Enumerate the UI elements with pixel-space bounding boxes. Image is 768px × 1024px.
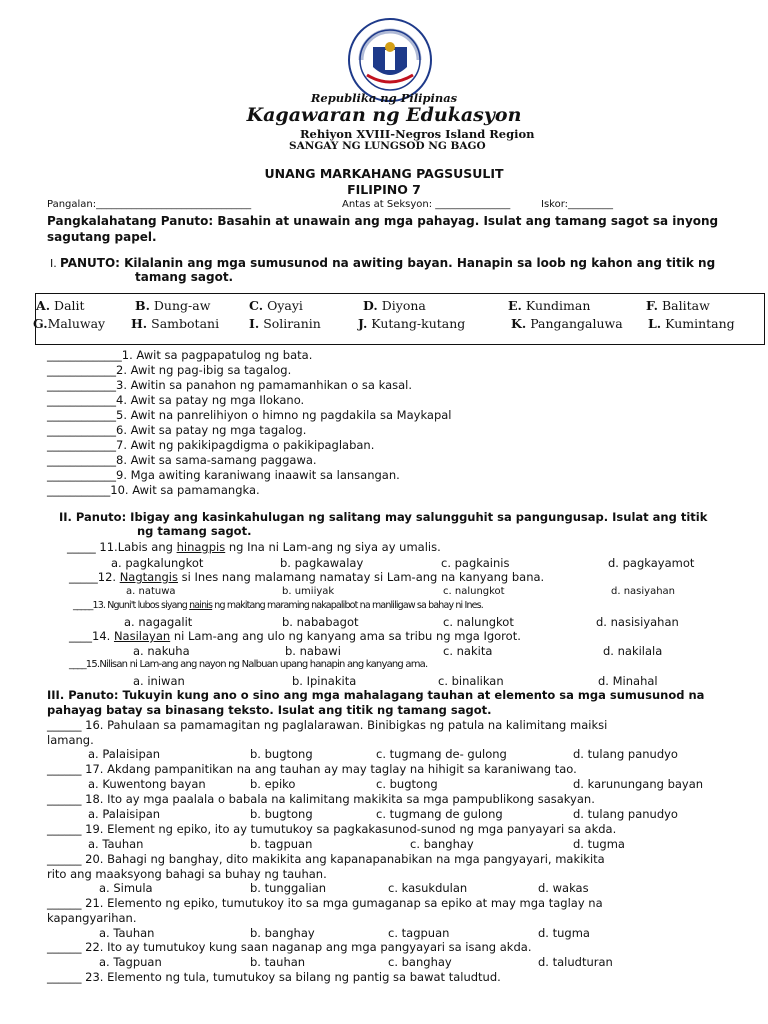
option-i: I. Soliranin: [249, 316, 321, 331]
part1-heading-line1: PANUTO: Kilalanin ang mga sumusunod na awiting bayan. Hanapin sa loob ng kahon ang titik ng: [60, 256, 716, 270]
q17-choice-d: d. karunungang bayan: [573, 777, 704, 791]
option-h: H. Sambotani: [131, 316, 220, 331]
subject-title: FILIPINO 7: [347, 182, 421, 197]
q17-choice-c: c. bugtong: [376, 777, 438, 791]
question-21-line2: kapangyarihan.: [47, 911, 137, 925]
part1-item-8: ____________8. Awit sa sama-samang paggawa.: [47, 453, 317, 467]
q19-choice-b: b. tagpuan: [250, 837, 313, 851]
q15-choice-b: b. Ipinakita: [292, 674, 357, 688]
option-d: D. Diyona: [363, 298, 426, 313]
q13-choice-b: b. nababagot: [282, 615, 359, 629]
exam-title: UNANG MARKAHANG PAGSUSULIT: [264, 166, 504, 181]
part2-heading-line1: II. Panuto: Ibigay ang kasinkahulugan ng salitang may salungguhit sa pangungusap. Isulat ang titik: [59, 510, 708, 524]
q12-choice-d: d. nasiyahan: [611, 586, 676, 597]
part1-number: I.: [50, 257, 57, 270]
q16-choice-c: c. tugmang de- gulong: [376, 747, 507, 761]
question-17: ______ 17. Akdang pampanitikan na ang tauhan ay may taglay na hihigit sa karaniwang tao.: [47, 762, 577, 776]
department-label: Kagawaran ng Edukasyon: [246, 104, 522, 126]
q19-choice-c: c. banghay: [410, 837, 474, 851]
q18-choice-a: a. Palaisipan: [88, 807, 161, 821]
q13-choice-c: c. nalungkot: [443, 615, 514, 629]
q13-choice-a: a. nagagalit: [124, 615, 193, 629]
question-16-line1: ______ 16. Pahulaan sa pamamagitan ng paglalarawan. Binibigkas ng patula na kalimitang maiksi: [47, 718, 608, 732]
question-12: _____12. Nagtangis si Ines nang malamang namatay si Lam-ang na kanyang bana.: [69, 570, 545, 584]
part1-item-6: ____________6. Awit sa patay ng mga tagalog.: [47, 423, 307, 437]
q20-choice-c: c. kasukdulan: [388, 881, 468, 895]
option-b: B. Dung-aw: [135, 298, 211, 313]
q13-choice-d: d. nasisiyahan: [596, 615, 679, 629]
q18-choice-d: d. tulang panudyo: [573, 807, 678, 821]
q15-choice-d: d. Minahal: [598, 674, 658, 688]
question-13: _____13. Nguni't lubos siyang nainis ng makitang maraming nakapalibot na manliligaw sa bahay ni Ines.: [73, 600, 483, 611]
q12-choice-c: c. nalungkot: [443, 586, 505, 597]
question-21-line1: ______ 21. Elemento ng epiko, tumutukoy ito sa mga gumaganap sa epiko at may mga taglay na: [47, 896, 603, 910]
q16-choice-d: d. tulang panudyo: [573, 747, 678, 761]
question-18: ______ 18. Ito ay mga paalala o babala na kalimitang makikita sa mga pampublikong sasakyan.: [47, 792, 595, 806]
q18-choice-b: b. bugtong: [250, 807, 313, 821]
q21-choice-a: a. Tauhan: [99, 926, 155, 940]
question-15: ____15.Nilisan ni Lam-ang ang nayon ng Nalbuan upang hanapin ang kanyang ama.: [69, 659, 428, 670]
option-f: F. Balitaw: [646, 298, 710, 313]
division-label: SANGAY NG LUNGSOD NG BAGO: [289, 140, 486, 152]
q12-choice-a: a. natuwa: [126, 586, 176, 597]
part2-heading-line2: ng tamang sagot.: [137, 524, 252, 538]
part1-heading-line2: tamang sagot.: [135, 270, 234, 284]
option-g: G.Maluway: [33, 316, 106, 331]
question-19: ______ 19. Element ng epiko, ito ay tumutukoy sa pagkakasunod-sunod ng mga panyayari sa akda.: [47, 822, 617, 836]
option-k: K. Pangangaluwa: [511, 316, 623, 331]
q20-choice-a: a. Simula: [99, 881, 153, 895]
q11-choice-a: a. pagkalungkot: [111, 556, 204, 570]
q21-choice-d: d. tugma: [538, 926, 590, 940]
q17-choice-a: a. Kuwentong bayan: [88, 777, 206, 791]
question-14: ____14. Nasilayan ni Lam-ang ang ulo ng kanyang ama sa tribu ng mga Igorot.: [69, 629, 521, 643]
q11-choice-c: c. pagkainis: [441, 556, 510, 570]
part3-heading-line2: pahayag batay sa binasang teksto. Isulat ang titik ng tamang sagot.: [47, 703, 492, 717]
q22-choice-a: a. Tagpuan: [99, 955, 162, 969]
q21-choice-c: c. tagpuan: [388, 926, 450, 940]
q16-choice-b: b. bugtong: [250, 747, 313, 761]
score-field[interactable]: Iskor:_________: [541, 199, 614, 210]
q14-choice-a: a. nakuha: [133, 644, 190, 658]
part1-item-10: ___________10. Awit sa pamamangka.: [47, 483, 260, 497]
q22-choice-d: d. taludturan: [538, 955, 613, 969]
question-16-line2: lamang.: [47, 733, 94, 747]
section-field[interactable]: Antas at Seksyon: _______________: [342, 199, 511, 210]
option-l: L. Kumintang: [648, 316, 735, 331]
option-a: A. Dalit: [36, 298, 85, 313]
region-label: Rehiyon XVIII-Negros Island Region: [300, 127, 535, 141]
q11-choice-b: b. pagkawalay: [280, 556, 364, 570]
part1-item-4: ____________4. Awit sa patay ng mga Ilokano.: [47, 393, 305, 407]
question-22: ______ 22. Ito ay tumutukoy kung saan naganap ang mga pangyayari sa isang akda.: [47, 940, 532, 954]
q20-choice-d: d. wakas: [538, 881, 589, 895]
part1-item-3: ____________3. Awitin sa panahon ng pamamanhikan o sa kasal.: [47, 378, 413, 392]
part3-heading-line1: III. Panuto: Tukuyin kung ano o sino ang mga mahalagang tauhan at elemento sa mga sumusunod na: [47, 688, 705, 702]
question-11: _____ 11.Labis ang hinagpis ng Ina ni Lam-ang ng siya ay umalis.: [67, 540, 441, 554]
part1-item-5: ____________5. Awit na panrelihiyon o himno ng pagdakila sa Maykapal: [47, 408, 452, 422]
part1-item-9: ____________9. Mga awiting karaniwang inaawit sa lansangan.: [47, 468, 400, 482]
general-instructions-line2: sagutang papel.: [47, 230, 157, 244]
q20-choice-b: b. tunggalian: [250, 881, 327, 895]
option-j: J. Kutang-kutang: [358, 316, 466, 331]
q19-choice-d: d. tugma: [573, 837, 625, 851]
question-20-line2: rito ang maaksyong bahagi sa buhay ng tauhan.: [47, 867, 327, 881]
q16-choice-a: a. Palaisipan: [88, 747, 161, 761]
q17-choice-b: b. epiko: [250, 777, 296, 791]
q22-choice-c: c. banghay: [388, 955, 452, 969]
q15-choice-a: a. iniwan: [133, 674, 185, 688]
q15-choice-c: c. binalikan: [438, 674, 504, 688]
q19-choice-a: a. Tauhan: [88, 837, 144, 851]
q12-choice-b: b. umiiyak: [282, 586, 335, 597]
q14-choice-c: c. nakita: [443, 644, 493, 658]
q14-choice-d: d. nakilala: [603, 644, 663, 658]
general-instructions-line1: Pangkalahatang Panuto: Basahin at unawain ang mga pahayag. Isulat ang tamang sagot sa inyong: [47, 214, 719, 228]
option-c: C. Oyayi: [249, 298, 303, 313]
name-field[interactable]: Pangalan:_______________________________: [47, 199, 252, 210]
question-23: ______ 23. Elemento ng tula, tumutukoy sa bilang ng pantig sa bawat taludtud.: [47, 970, 501, 984]
q11-choice-d: d. pagkayamot: [608, 556, 695, 570]
part1-item-7: ____________7. Awit ng pakikipagdigma o pakikipaglaban.: [47, 438, 375, 452]
q21-choice-b: b. banghay: [250, 926, 315, 940]
part1-item-1: _____________1. Awit sa pagpapatulog ng bata.: [47, 348, 313, 362]
q14-choice-b: b. nabawi: [285, 644, 341, 658]
question-20-line1: ______ 20. Bahagi ng banghay, dito makikita ang kapanapanabikan na mga pangyayari, makikita: [47, 852, 605, 866]
republic-label: Republika ng Pilipinas: [310, 91, 458, 105]
q18-choice-c: c. tugmang de gulong: [376, 807, 503, 821]
part1-item-2: ____________2. Awit ng pag-ibig sa tagalog.: [47, 363, 292, 377]
q22-choice-b: b. tauhan: [250, 955, 306, 969]
option-e: E. Kundiman: [508, 298, 591, 313]
